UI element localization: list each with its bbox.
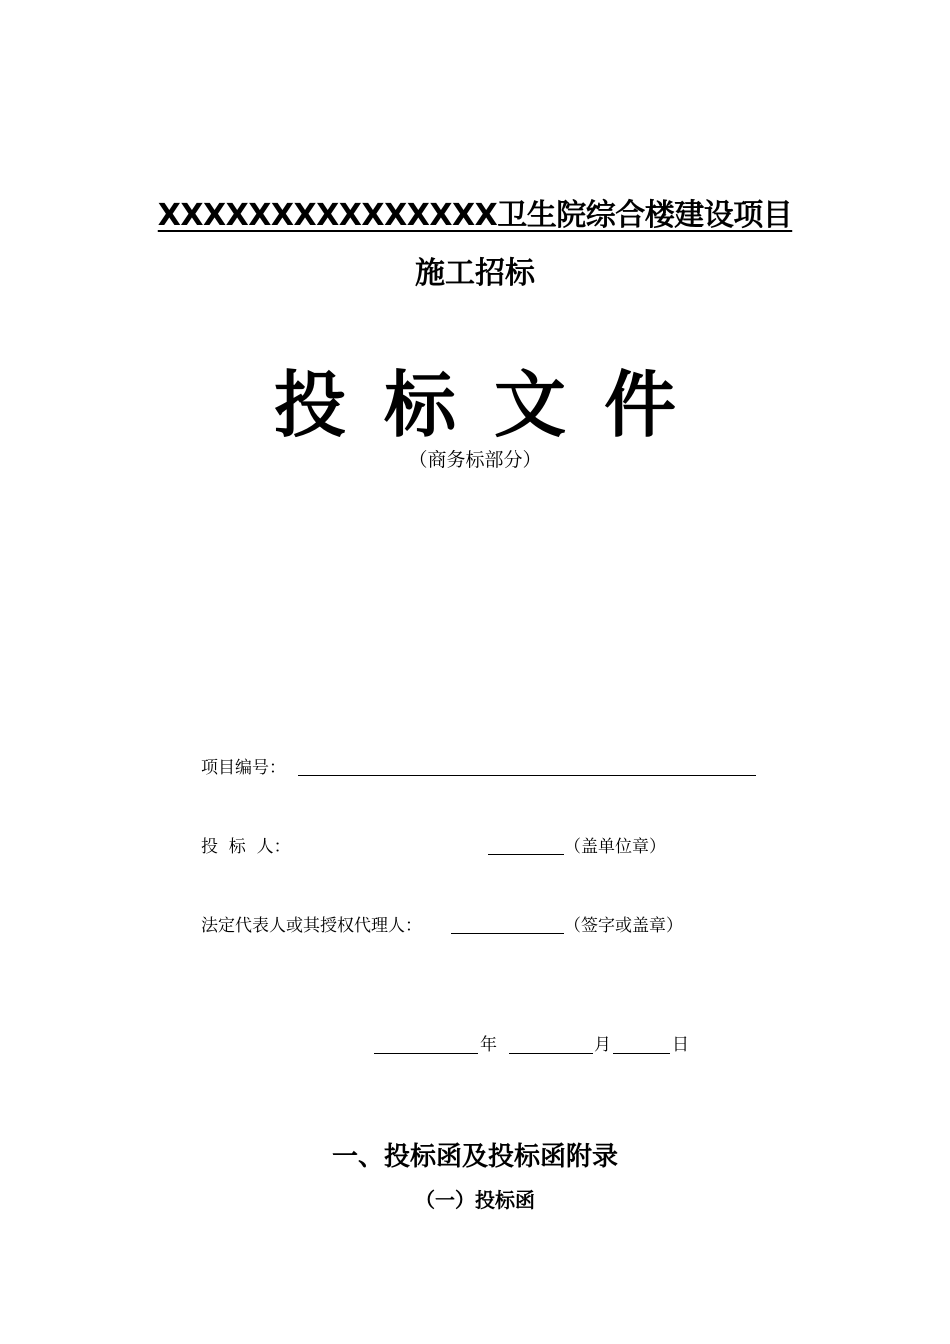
subtitle: （商务标部分） [408,449,542,471]
main-title-char: 文 [494,363,567,447]
legal-rep-field[interactable] [451,933,564,934]
legal-rep-label: 法定代表人或其授权代理人： [201,916,422,936]
main-title-char: 件 [604,363,677,447]
section-heading: 一、投标函及投标函附录 [331,1142,618,1172]
main-title [0,360,950,450]
legal-rep-note: （签字或盖章） [564,916,683,936]
date-month-field[interactable] [509,1053,593,1054]
tender-type: 施工招标 [415,256,535,291]
project-title: XXXXXXXXXXXXXXX卫生院综合楼建设项目 [157,198,793,233]
date-month-label: 月 [594,1035,611,1055]
date-day-field[interactable] [613,1053,670,1054]
main-title-char: 标 [384,363,457,447]
date-day-label: 日 [672,1035,689,1055]
project-number-field[interactable] [298,775,756,776]
bidder-label: 投 标 人： [201,837,291,857]
bidder-note: （盖单位章） [564,837,666,857]
main-title-char: 投 [274,363,347,447]
date-year-field[interactable] [374,1053,478,1054]
project-number-label: 项目编号： [201,758,286,778]
bidder-field[interactable] [488,854,564,855]
section-subheading: （一）投标函 [415,1188,535,1212]
date-year-label: 年 [480,1035,497,1055]
